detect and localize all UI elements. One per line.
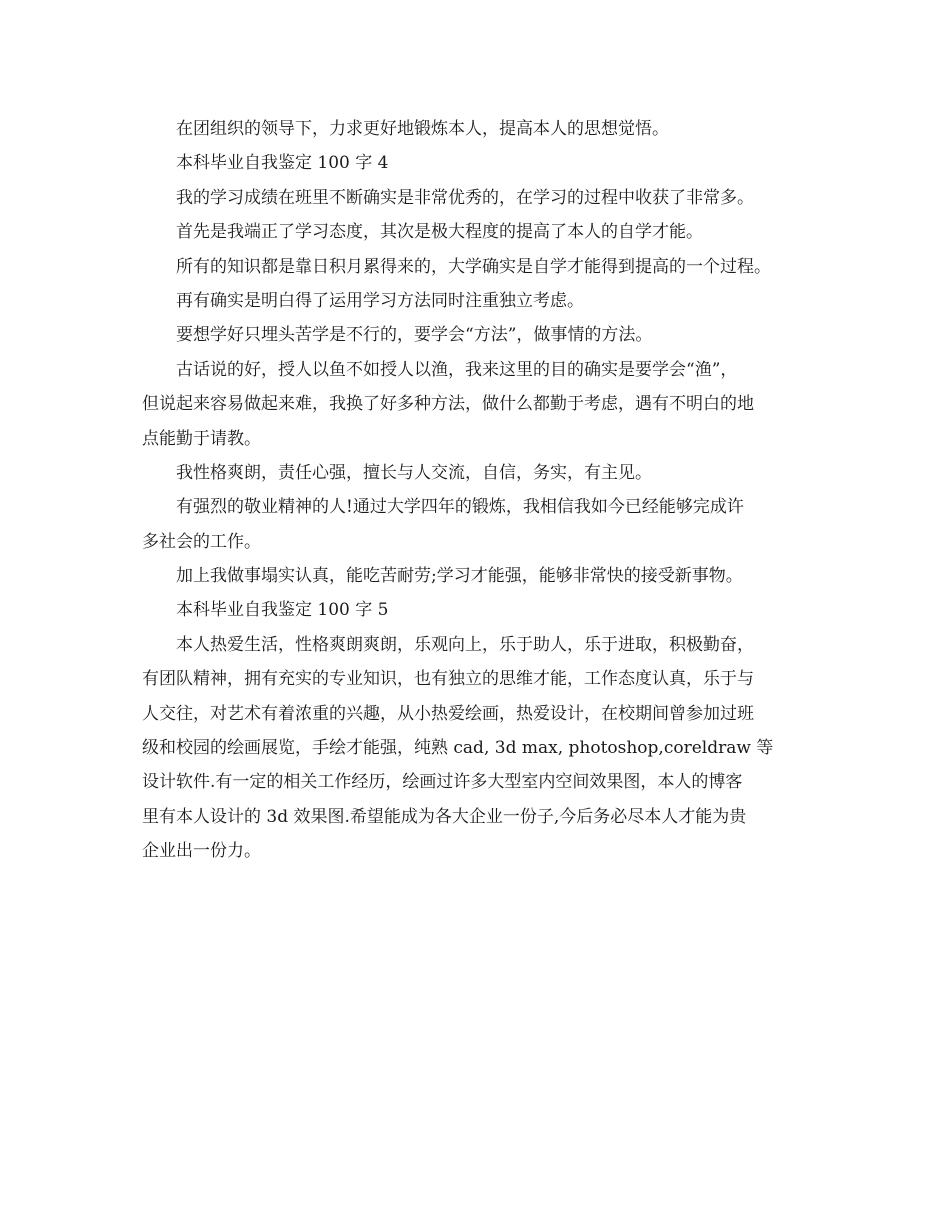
text-line: 有强烈的敬业精神的人!通过大学四年的锻炼，我相信我如今已经能够完成许 — [176, 497, 744, 518]
text-line: 要想学好只埋头苦学是不行的，要学会“方法”，做事情的方法。 — [176, 325, 653, 346]
text-line: 在团组织的领导下，力求更好地锻炼本人，提高本人的思想觉悟。 — [176, 119, 669, 139]
text-line: 所有的知识都是靠日积月累得来的，大学确实是自学才能得到提高的一个过程。 — [176, 256, 771, 277]
text-line: 点能勤于请教。 — [142, 428, 261, 449]
text-line: 企业出一份力。 — [142, 841, 261, 862]
text-line: 加上我做事塌实认真，能吃苦耐劳;学习才能强，能够非常快的接受新事物。 — [176, 566, 743, 587]
text-line: 级和校园的绘画展览，手绘才能强，纯熟 cad, 3d max, photoshop,coreldraw 等 — [142, 738, 774, 759]
text-line: 我性格爽朗，责任心强，擅长与人交流，自信，务实，有主见。 — [176, 462, 652, 483]
text-line: 里有本人设计的 3d 效果图.希望能成为各大企业一份子,今后务必尽本人才能为贵 — [142, 806, 747, 827]
text-line: 再有确实是明白得了运用学习方法同时注重独立考虑。 — [176, 290, 584, 311]
text-line: 有团队精神，拥有充实的专业知识，也有独立的思维才能，工作态度认真，乐于与 — [142, 669, 754, 690]
text-line: 但说起来容易做起来难，我换了好多种方法，做什么都勤于考虑，遇有不明白的地 — [142, 394, 754, 415]
text-line: 设计软件.有一定的相关工作经历，绘画过许多大型室内空间效果图，本人的博客 — [142, 772, 743, 793]
text-line: 首先是我端正了学习态度，其次是极大程度的提高了本人的自学才能。 — [176, 222, 703, 243]
text-line: 古话说的好，授人以鱼不如授人以渔，我来这里的目的确实是要学会“渔”， — [176, 359, 738, 380]
text-line: 我的学习成绩在班里不断确实是非常优秀的，在学习的过程中收获了非常多。 — [176, 187, 754, 208]
section-heading: 本科毕业自我鉴定 100 字 5 — [176, 600, 389, 621]
document-body — [142, 112, 822, 869]
text-line: 多社会的工作。 — [142, 531, 261, 552]
text-line: 本人热爱生活，性格爽朗爽朗，乐观向上，乐于助人，乐于进取，积极勤奋， — [176, 634, 754, 655]
section-heading: 本科毕业自我鉴定 100 字 4 — [176, 153, 389, 174]
text-line: 人交往，对艺术有着浓重的兴趣，从小热爱绘画，热爱设计，在校期间曾参加过班 — [142, 703, 754, 724]
